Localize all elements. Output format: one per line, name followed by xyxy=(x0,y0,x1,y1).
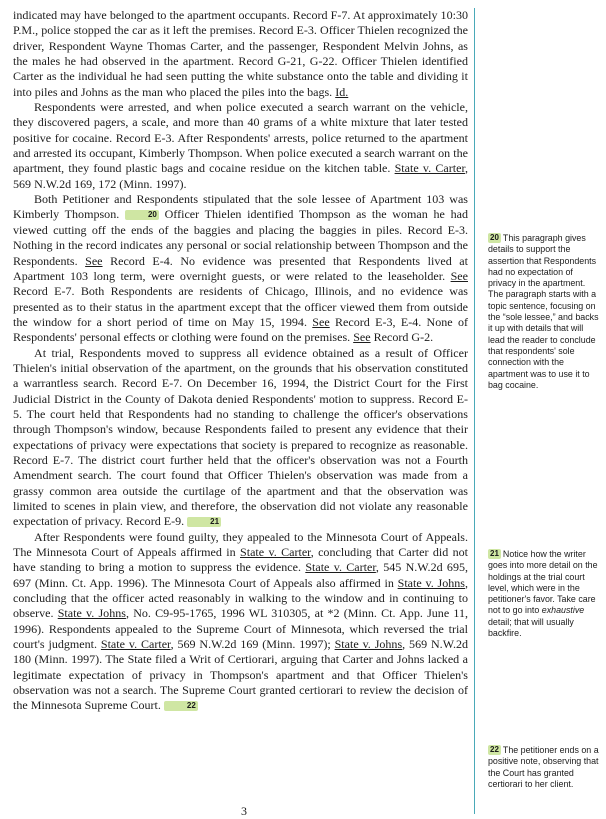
paragraph-text: Record E-3, E-4. None of Respondents' personal effects or clothing were found on the premises. xyxy=(13,314,468,345)
paragraph-facts-arrest xyxy=(13,8,468,100)
note-text: This paragraph gives details to support the assertion that Respondents had no expectation of privacy in the apartment. The paragraph starts with a topic sentence, focusing on the “sole lessee,” and backs it up with details that will lead the reader to conclude that respondents' sole connection with the apartment was to use it to bag cocaine. xyxy=(488,233,599,390)
paragraph-text: Record E-7. Both Respondents are residents of Chicago, Illinois, and no evidence was presented as to their status in the apartment except that the officer viewed them from outside the window for a short period of time on May 15, 1994. xyxy=(13,284,468,329)
paragraph-appeals xyxy=(13,530,468,714)
note-marker: 21 xyxy=(490,549,499,558)
paragraph-text: After Respondents were found guilty, they appealed to the Minnesota Court of Appeals. The Minnesota Court of Appeals affirmed in xyxy=(13,529,468,560)
note-marker: 20 xyxy=(490,233,499,242)
paragraph-text: Respondents were arrested, and when police executed a search warrant on the vehicle, they discovered pagers, a scale, and more than 40 grams of a white mixture that later tested positive for cocaine. Record E-3. After Respondents' arrests, police returned to the apartment and arrested its occupant, Kimberly Thompson. When police executed a search warrant on the apartment, they found plastic bags and cocaine residue on the kitchen table. xyxy=(13,100,468,176)
page-number: 3 xyxy=(241,804,247,818)
paragraph-text: , 569 N.W.2d 169 (Minn. 1997); xyxy=(170,637,335,652)
paragraph-text: Officer Thielen identified Thompson as the woman he had viewed cutting off the ends of the baggies and placing the baggies in piles. Record E-3. Nothing in the record indicates any personal or social relationship between Thompson and the Respondents. xyxy=(13,207,468,268)
margin-note-22 xyxy=(488,745,600,790)
see-signal: See xyxy=(85,253,103,268)
see-signal: See xyxy=(450,268,468,283)
paragraph-text: , concluding that the officer acted reasonably in walking to the window and in continuing to observe. xyxy=(13,575,468,621)
paragraph-text: Record G-2. xyxy=(370,330,434,345)
see-signal: See xyxy=(312,314,330,329)
citation-id: Id. xyxy=(335,84,349,99)
paragraph-text: Record E-4. No evidence was presented that Respondents lived at Apartment 103 long term, were overnight guests, or were related to the leaseholder. xyxy=(13,253,468,283)
see-signal: See xyxy=(353,330,371,345)
paragraph-text: , 545 N.W.2d 695, 697 (Minn. Ct. App. 1996). The Minnesota Court of Appeals also affirmed in xyxy=(13,560,469,590)
annotation-marker-22: 22 xyxy=(164,701,198,711)
paragraph-search-warrant xyxy=(13,100,468,192)
paragraph-text: , 569 N.W.2d 180 (Minn. 1997). The State filed a Writ of Certiorari, arguing that Carter and Johns lacked a legitimate expectation of privacy in Thompson's apartment and that Officer Thielen's observation was not a search. The Supreme Court granted certiorari to review the decision of the Minnesota Supreme Court. xyxy=(13,637,469,713)
case-citation: State v. Carter xyxy=(100,637,171,652)
brief-column xyxy=(13,8,475,818)
note-emphasis: exhaustive xyxy=(541,605,585,616)
case-citation: State v. Carter xyxy=(240,545,311,560)
paragraph-sole-lessee xyxy=(13,192,468,345)
annotation-marker-20: 20 xyxy=(125,210,159,220)
paragraph-text: At trial, Respondents moved to suppress all evidence obtained as a result of Officer Thielen's initial observation of the apartment, on the grounds that his observation constituted a warrantless search. Record E-7. On December 16, 1994, the District Court for the First Judicial District in the County of Dakota denied Respondents' motion to suppress. Record E-5. The court held that Respondents had no standing to challenge the officer's observations through Thompson's window, because Respondents failed to present any evidence that their expectations of privacy were expectations that society is prepared to recognize as reasonable. Record E-7. The district court further held that the officer's observation was not a Fourth Amendment search. The court found that Officer Thielen's observation was made from a grassy common area outside the curtilage of the apartment and that the observation was limited to scenes in plain view, and therefore, the observation did not violate any reasonable expectation of privacy. Record E-9. xyxy=(13,345,468,529)
note-marker: 22 xyxy=(490,745,499,754)
paragraph-text: , concluding that Carter did not have standing to bring a motion to suppress the evidence. xyxy=(13,545,468,575)
paragraph-text: , 569 N.W.2d 169, 172 (Minn. 1997). xyxy=(13,161,468,191)
margin-note-21 xyxy=(488,549,600,639)
note-text: Notice how the writer goes into more detail on the holdings at the trial court level, which were in the petitioner's favor. Take care not to go into xyxy=(488,549,598,616)
case-citation: State v. Johns xyxy=(334,637,403,652)
case-citation: State v. Carter xyxy=(305,560,376,575)
paragraph-text: Both Petitioner and Respondents stipulated that the sole lessee of Apartment 103 was Kimberly Thompson. xyxy=(13,192,468,222)
note-text: The petitioner ends on a positive note, observing that the Court has granted certiorari to her client. xyxy=(488,745,599,789)
margin-note-20 xyxy=(488,233,600,391)
paragraph-trial xyxy=(13,346,468,530)
case-citation: State v. Johns xyxy=(57,606,126,621)
case-citation: State v. Carter xyxy=(394,161,465,176)
note-text: detail; that will usually backfire. xyxy=(488,616,574,639)
case-citation: State v. Johns xyxy=(397,575,465,590)
paragraph-text: , No. C9-95-1765, 1996 WL 310305, at *2 (Minn. Ct. App. June 11, 1996). Respondents appealed to the Supreme Court of Minnesota, which reversed the trial court's judgment. xyxy=(13,606,468,652)
annotation-marker-21: 21 xyxy=(187,517,221,527)
paragraph-text: indicated may have belonged to the apartment occupants. Record F-7. At approximately 10:30 P.M., police stopped the car as it left the premises. Record E-3. Officer Thielen recognized the driver, Respondent Wayne Thomas Carter, and the passenger, Respondent Melvin Johns, as the males he had observed in the apartment. Record G-21, G-22. Officer Thielen identified Carter as the individual he had seen putting the white substance onto the table and dividing it into piles and Johns as the man who placed the piles into the bags. xyxy=(13,8,468,99)
